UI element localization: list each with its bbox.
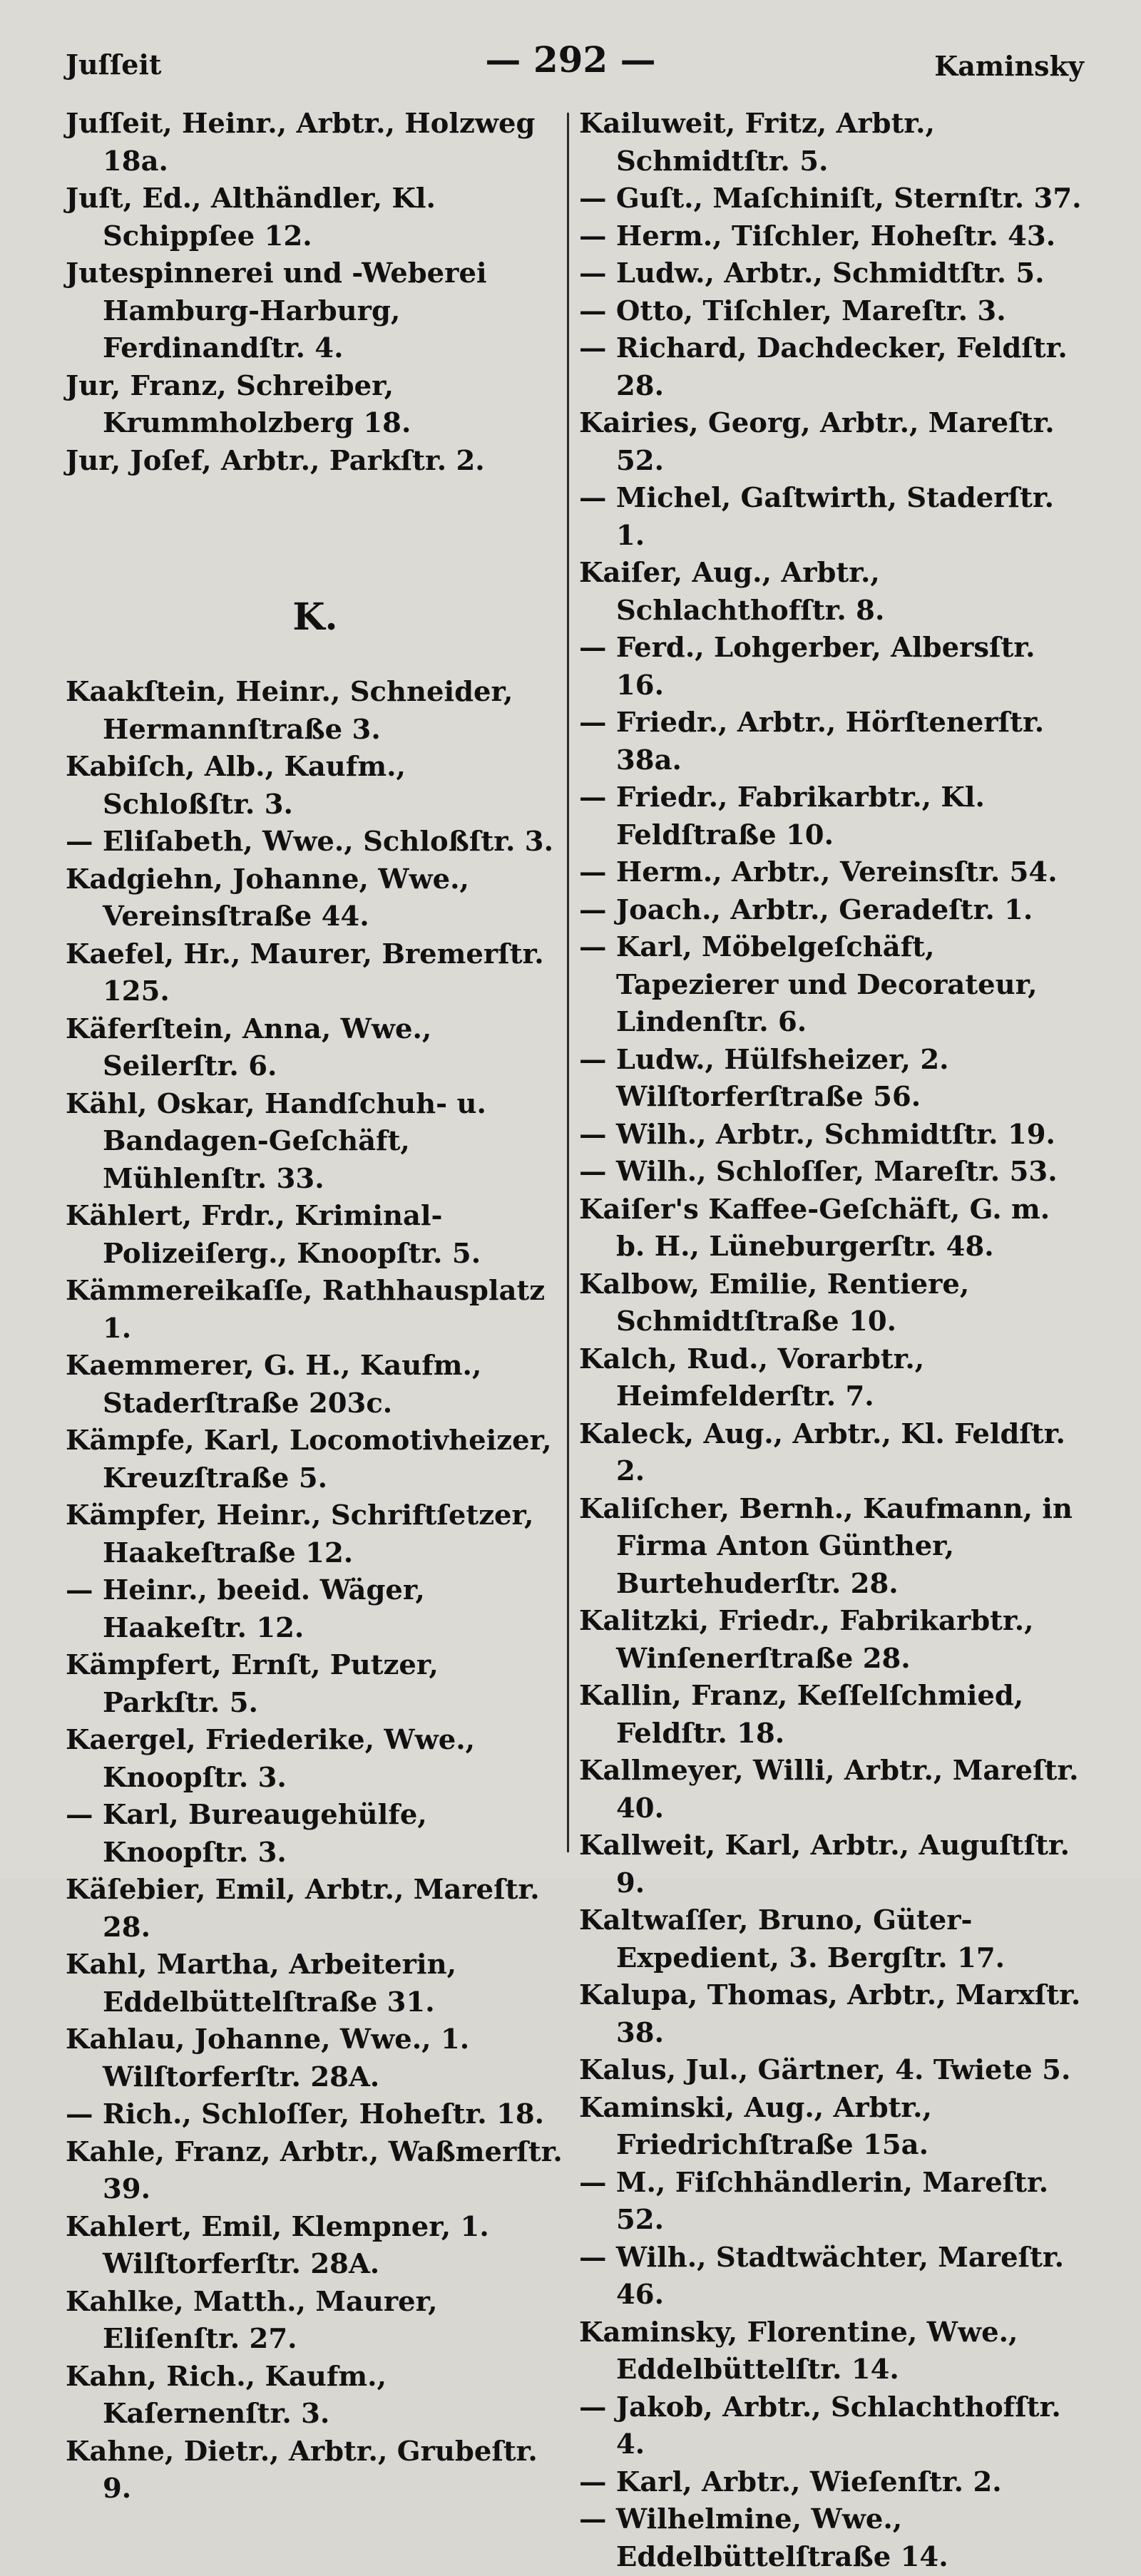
- list-item: Kahlke, Matth., Maurer, Eliſenſtr. 27.: [66, 2285, 438, 2355]
- list-item: Kaefel, Hr., Maurer, Bremerſtr. 125.: [66, 938, 544, 1007]
- list-item: Kämpfert, Ernſt, Putzer, Parkſtr. 5.: [66, 1649, 439, 1719]
- list-item: — Otto, Tiſchler, Mareſtr. 3.: [579, 294, 1006, 327]
- list-item: Jutespinnerei und -Weberei Hamburg-Harburg, Ferdinandſtr. 4.: [66, 257, 487, 364]
- list-item: Juſt, Ed., Althändler, Kl. Schippſee 12.: [66, 183, 436, 252]
- list-item: — Karl, Arbtr., Wieſenſtr. 2.: [579, 2465, 1002, 2498]
- list-item: Kairies, Georg, Arbtr., Mareſtr. 52.: [579, 407, 1055, 477]
- list-item: Kallmeyer, Willi, Arbtr., Mareſtr. 40.: [579, 1755, 1079, 1825]
- list-item: Kahle, Franz, Arbtr., Waßmerſtr. 39.: [66, 2135, 563, 2205]
- list-item: — Karl, Bureaugehülfe, Knoopſtr. 3.: [66, 1799, 427, 1869]
- list-item: — Rich., Schloſſer, Hoheſtr. 18.: [66, 2098, 545, 2130]
- list-item: — Friedr., Fabrikarbtr., Kl. Feldſtraße 10.: [579, 781, 985, 851]
- list-item: Kalch, Rud., Vorarbtr., Heimfelderſtr. 7.: [579, 1343, 925, 1412]
- list-item: — Joach., Arbtr., Geradeſtr. 1.: [579, 893, 1033, 926]
- list-item: Kalupa, Thomas, Arbtr., Marxſtr. 38.: [579, 1979, 1081, 2049]
- list-item: Käferſtein, Anna, Wwe., Seilerſtr. 6.: [66, 1012, 432, 1082]
- column-divider: [567, 113, 569, 1852]
- right-column: [579, 106, 1087, 2576]
- list-item: — Michel, Gaſtwirth, Staderſtr. 1.: [579, 482, 1055, 552]
- list-item: Kaergel, Friederike, Wwe., Knoopſtr. 3.: [66, 1724, 476, 1794]
- list-item: — Eliſabeth, Wwe., Schloßſtr. 3.: [66, 826, 553, 858]
- list-item: Kaliſcher, Bernh., Kaufmann, in Firma Anton Günther, Burtehuderſtr. 28.: [579, 1492, 1073, 1600]
- section-heading: K.: [292, 595, 338, 639]
- left-entries: [66, 674, 565, 2508]
- list-item: Kähl, Oskar, Handſchuh- u. Bandagen-Geſchäft, Mühlenſtr. 33.: [66, 1087, 486, 1195]
- list-item: Jur, Joſef, Arbtr., Parkſtr. 2.: [66, 444, 485, 477]
- list-item: Kahlert, Emil, Klempner, 1. Wilſtorferſtr. 28A.: [66, 2210, 489, 2280]
- list-item: Kalus, Jul., Gärtner, 4. Twiete 5.: [579, 2054, 1071, 2086]
- list-item: — Wilh., Stadtwächter, Mareſtr. 46.: [579, 2241, 1065, 2311]
- list-item: Kählert, Frdr., Kriminal-Polizeiſerg., Knoopſtr. 5.: [66, 1200, 481, 1270]
- list-item: Kahlau, Johanne, Wwe., 1. Wilſtorferſtr. 28A.: [66, 2023, 470, 2093]
- list-item: Kahn, Rich., Kaufm., Kaſernenſtr. 3.: [66, 2360, 387, 2430]
- list-item: — Ludw., Arbtr., Schmidtſtr. 5.: [579, 257, 1045, 289]
- list-item: Kaleck, Aug., Arbtr., Kl. Feldſtr. 2.: [579, 1417, 1065, 1487]
- list-item: Kaltwaſſer, Bruno, Güter-Expedient, 3. Bergſtr. 17.: [579, 1904, 1006, 1974]
- list-item: — Friedr., Arbtr., Hörſtenerſtr. 38a.: [579, 707, 1045, 776]
- list-item: Kaiſer's Kaffee-Geſchäft, G. m. b. H., Lüneburgerſtr. 48.: [579, 1193, 1050, 1263]
- list-item: — Heinr., beeid. Wäger, Haakeſtr. 12.: [66, 1574, 425, 1644]
- list-item: Kaminski, Aug., Arbtr., Friedrichſtraße 15a.: [579, 2091, 932, 2161]
- left-column: [66, 106, 565, 2508]
- list-item: — Ludw., Hülfsheizer, 2. Wilſtorferſtraße 56.: [579, 1043, 949, 1113]
- list-item: Kallin, Franz, Keſſelſchmied, Feldſtr. 18.: [579, 1680, 1024, 1750]
- list-item: Kabiſch, Alb., Kaufm., Schloßſtr. 3.: [66, 751, 406, 821]
- list-item: Kämpfe, Karl, Locomotivheizer, Kreuzſtraße 5.: [66, 1425, 552, 1494]
- list-item: — Guſt., Maſchiniſt, Sternſtr. 37.: [579, 183, 1082, 215]
- list-item: — M., Fiſchhändlerin, Mareſtr. 52.: [579, 2166, 1049, 2236]
- list-item: — Ferd., Lohgerber, Albersſtr. 16.: [579, 632, 1035, 702]
- list-item: — Wilhelmine, Wwe., Eddelbüttelſtraße 14.: [579, 2503, 948, 2573]
- list-item: Kaminsky, Florentine, Wwe., Eddelbüttelſtr. 14.: [579, 2316, 1018, 2386]
- list-item: — Richard, Dachdecker, Feldſtr. 28.: [579, 332, 1068, 402]
- list-item: Kaakſtein, Heinr., Schneider, Hermannſtraße 3.: [66, 676, 513, 746]
- list-item: Kaemmerer, G. H., Kaufm., Staderſtraße 203c.: [66, 1350, 482, 1420]
- list-item: Kallweit, Karl, Arbtr., Auguſtſtr. 9.: [579, 1830, 1070, 1899]
- list-item: Jur, Franz, Schreiber, Krummholzberg 18.: [66, 369, 411, 439]
- list-item: Kaiſer, Aug., Arbtr., Schlachthofſtr. 8.: [579, 557, 885, 627]
- header-right-catchword: Kaminsky: [934, 50, 1084, 82]
- list-item: Kadgiehn, Johanne, Wwe., Vereinsſtraße 44.: [66, 863, 469, 933]
- list-item: — Jakob, Arbtr., Schlachthofſtr. 4.: [579, 2391, 1061, 2460]
- list-item: Kämmereikaſſe, Rathhausplatz 1.: [66, 1275, 546, 1345]
- list-item: — Wilh., Arbtr., Schmidtſtr. 19.: [579, 1118, 1055, 1151]
- list-item: Kahne, Dietr., Arbtr., Grubeſtr. 9.: [66, 2435, 538, 2505]
- header-left-catchword: Juſſeit: [66, 48, 162, 81]
- list-item: Kahl, Martha, Arbeiterin, Eddelbüttelſtraße 31.: [66, 1949, 456, 2018]
- page-number: — 292 —: [485, 39, 656, 81]
- list-item: Kalitzki, Friedr., Fabrikarbtr., Winſenerſtraße 28.: [579, 1605, 1034, 1675]
- list-item: — Wilh., Schloſſer, Mareſtr. 53.: [579, 1156, 1058, 1188]
- section-gap: [66, 480, 565, 591]
- list-item: Kämpfer, Heinr., Schriftſetzer, Haakeſtraße 12.: [66, 1499, 534, 1569]
- list-item: Kailuweit, Fritz, Arbtr., Schmidtſtr. 5.: [579, 108, 935, 178]
- page-header: [0, 34, 1141, 84]
- list-item: Käſebier, Emil, Arbtr., Mareſtr. 28.: [66, 1874, 540, 1944]
- list-item: — Karl, Möbelgeſchäft, Tapezierer und Decorateur, Lindenſtr. 6.: [579, 931, 1038, 1038]
- list-item: Juſſeit, Heinr., Arbtr., Holzweg 18a.: [66, 108, 536, 178]
- list-item: Kalbow, Emilie, Rentiere, Schmidtſtraße 10.: [579, 1268, 970, 1338]
- list-item: — Herm., Arbtr., Vereinsſtr. 54.: [579, 856, 1058, 888]
- list-item: — Herm., Tiſchler, Hoheſtr. 43.: [579, 220, 1056, 252]
- left-top-entries: [66, 106, 565, 480]
